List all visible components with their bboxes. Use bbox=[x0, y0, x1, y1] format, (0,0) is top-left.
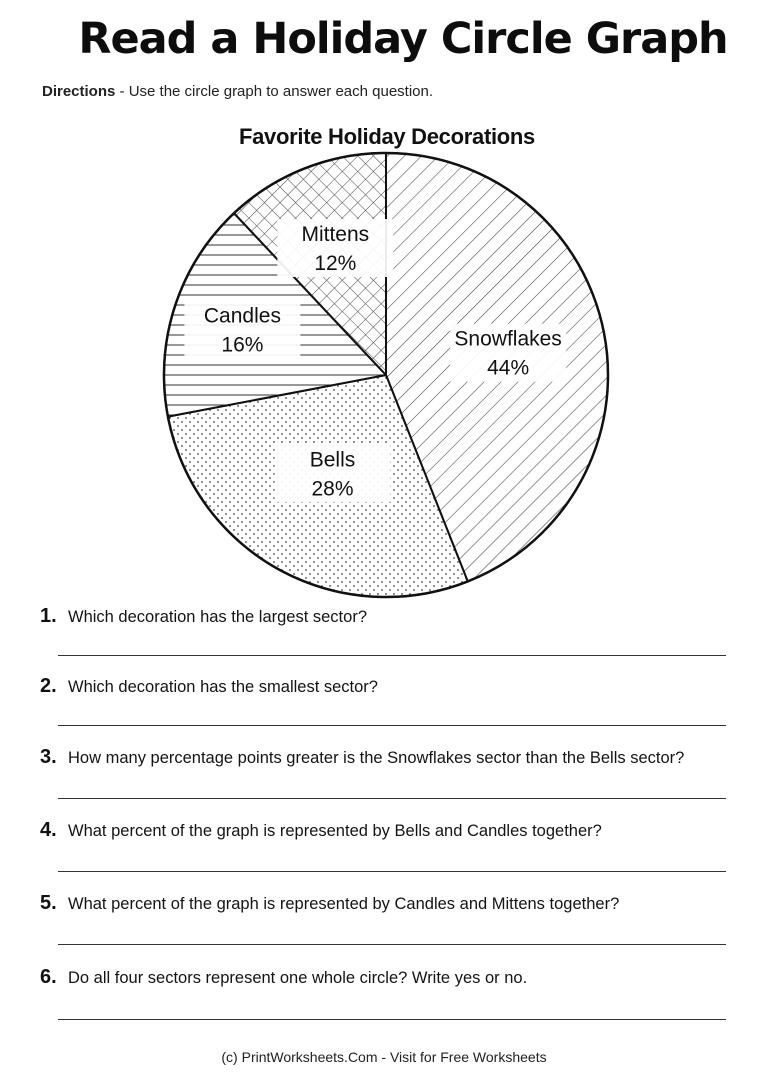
question-text: Which decoration has the largest sector? bbox=[68, 608, 367, 626]
pie-chart bbox=[150, 150, 620, 600]
question-5 bbox=[40, 892, 730, 952]
slice-name-label: Mittens bbox=[301, 223, 370, 247]
answer-line[interactable] bbox=[58, 655, 726, 656]
question-text: Do all four sectors represent one whole circle? Write yes or no. bbox=[68, 969, 528, 987]
chart-title: Favorite Holiday Decorations bbox=[238, 124, 535, 149]
question-number: 5. bbox=[40, 892, 57, 914]
slice-percent-label: 44% bbox=[487, 356, 530, 380]
question-number: 4. bbox=[40, 819, 57, 841]
slice-percent-label: 28% bbox=[311, 477, 354, 501]
slice-name-label: Bells bbox=[309, 448, 356, 472]
answer-line[interactable] bbox=[58, 798, 726, 799]
slice-name-label: Candles bbox=[203, 304, 281, 328]
question-4 bbox=[40, 819, 730, 879]
question-text: Which decoration has the smallest sector? bbox=[68, 678, 378, 696]
question-text: How many percentage points greater is the Snowflakes sector than the Bells sector? bbox=[68, 749, 685, 767]
question-number: 3. bbox=[40, 746, 57, 768]
question-6 bbox=[40, 966, 730, 1026]
answer-line[interactable] bbox=[58, 1019, 726, 1020]
question-2 bbox=[40, 675, 730, 735]
directions-label: Directions bbox=[42, 83, 116, 100]
question-text: What percent of the graph is represented by Bells and Candles together? bbox=[68, 822, 602, 840]
question-number: 1. bbox=[40, 605, 57, 627]
question-3 bbox=[40, 746, 730, 806]
answer-line[interactable] bbox=[58, 871, 726, 872]
question-text: What percent of the graph is represented by Candles and Mittens together? bbox=[68, 895, 620, 913]
question-number: 6. bbox=[40, 966, 57, 988]
directions bbox=[42, 83, 433, 100]
page-title: Read a Holiday Circle Graph bbox=[78, 14, 728, 64]
slice-percent-label: 16% bbox=[221, 333, 264, 357]
slice-percent-label: 12% bbox=[314, 252, 357, 276]
question-1 bbox=[40, 605, 730, 665]
slice-name-label: Snowflakes bbox=[454, 327, 562, 351]
answer-line[interactable] bbox=[58, 725, 726, 726]
answer-line[interactable] bbox=[58, 944, 726, 945]
directions-text: - Use the circle graph to answer each question. bbox=[115, 83, 434, 100]
footer-credit: (c) PrintWorksheets.Com - Visit for Free Worksheets bbox=[221, 1049, 547, 1065]
question-number: 2. bbox=[40, 675, 57, 697]
